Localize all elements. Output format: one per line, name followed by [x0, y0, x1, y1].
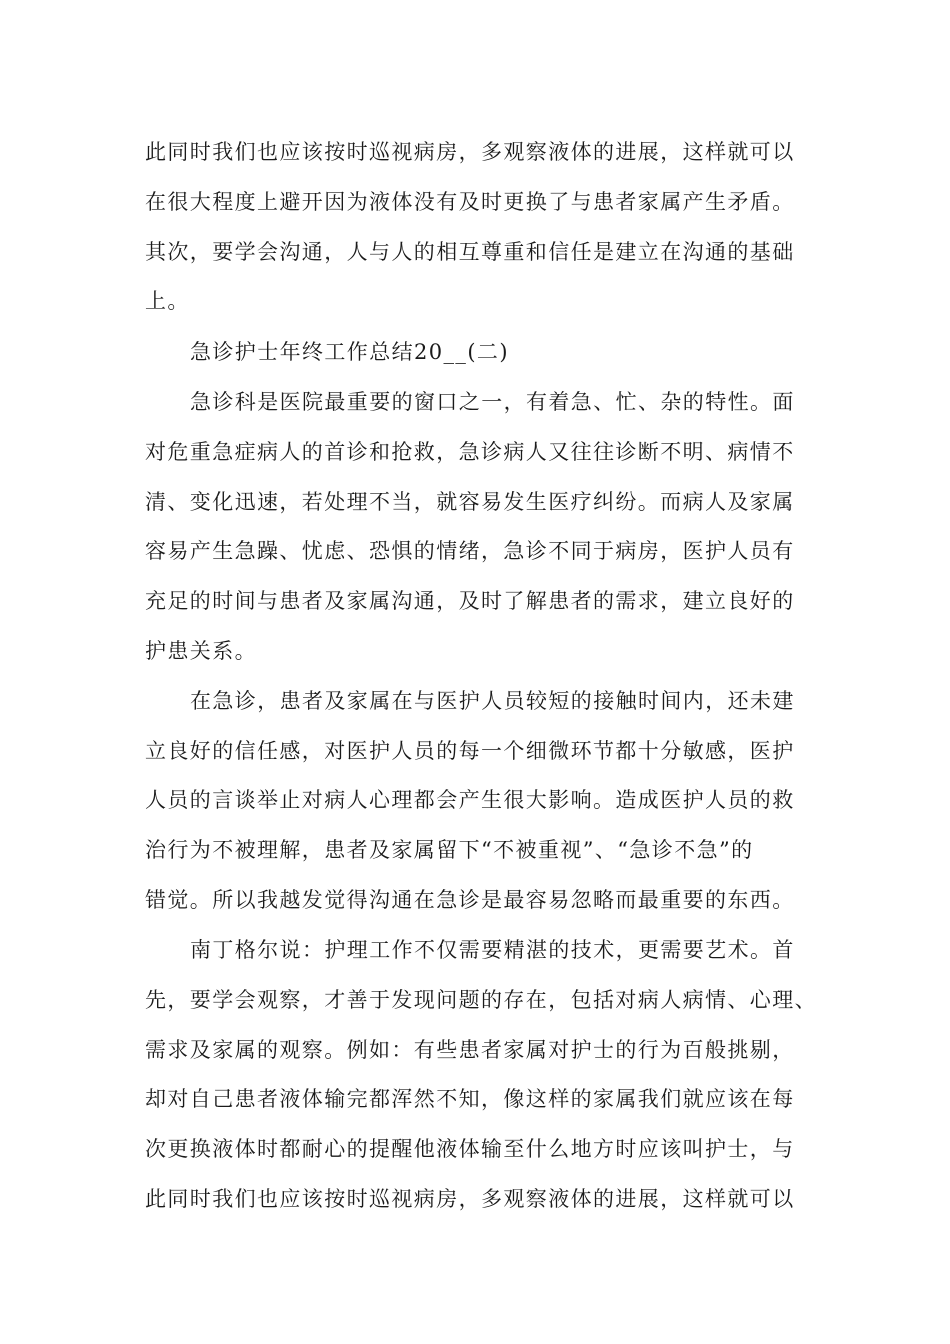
text-line: 人员的言谈举止对病人心理都会产生很大影响。造成医护人员的救 [145, 788, 795, 812]
text-line: 南丁格尔说：护理工作不仅需要精湛的技术，更需要艺术。首 [190, 938, 795, 962]
text-line: 上。 [145, 289, 190, 313]
text-line: 容易产生急躁、忧虑、恐惧的情绪，急诊不同于病房，医护人员有 [145, 539, 795, 563]
text-line: 其次，要学会沟通，人与人的相互尊重和信任是建立在沟通的基础 [145, 240, 795, 264]
text-line: 先，要学会观察，才善于发现问题的存在，包括对病人病情、心理、 [145, 988, 817, 1012]
text-line: 此同时我们也应该按时巡视病房，多观察液体的进展，这样就可以 [145, 1187, 795, 1211]
text-line: 充足的时间与患者及家属沟通，及时了解患者的需求，建立良好的 [145, 589, 795, 613]
text-line: 却对自己患者液体输完都浑然不知，像这样的家属我们就应该在每 [145, 1087, 795, 1111]
text-line: 错觉。所以我越发觉得沟通在急诊是最容易忽略而最重要的东西。 [145, 888, 795, 912]
text-line: 立良好的信任感，对医护人员的每一个细微环节都十分敏感，医护 [145, 739, 795, 763]
text-line: 急诊科是医院最重要的窗口之一，有着急、忙、杂的特性。面 [190, 390, 795, 414]
text-line: 清、变化迅速，若处理不当，就容易发生医疗纠纷。而病人及家属 [145, 490, 795, 514]
text-line: 次更换液体时都耐心的提醒他液体输至什么地方时应该叫护士，与 [145, 1137, 795, 1161]
text-line: 治行为不被理解，患者及家属留下“不被重视”、“急诊不急”的 [145, 838, 754, 862]
text-line: 在很大程度上避开因为液体没有及时更换了与患者家属产生矛盾。 [145, 190, 795, 214]
text-line: 此同时我们也应该按时巡视病房，多观察液体的进展，这样就可以 [145, 140, 795, 164]
section-heading: 急诊护士年终工作总结20__(二) [190, 340, 509, 364]
text-line: 护患关系。 [145, 639, 257, 663]
text-line: 需求及家属的观察。例如：有些患者家属对护士的行为百般挑剔， [145, 1038, 795, 1062]
text-line: 对危重急症病人的首诊和抢救，急诊病人又往往诊断不明、病情不 [145, 440, 795, 464]
text-line: 在急诊，患者及家属在与医护人员较短的接触时间内，还未建 [190, 689, 795, 713]
